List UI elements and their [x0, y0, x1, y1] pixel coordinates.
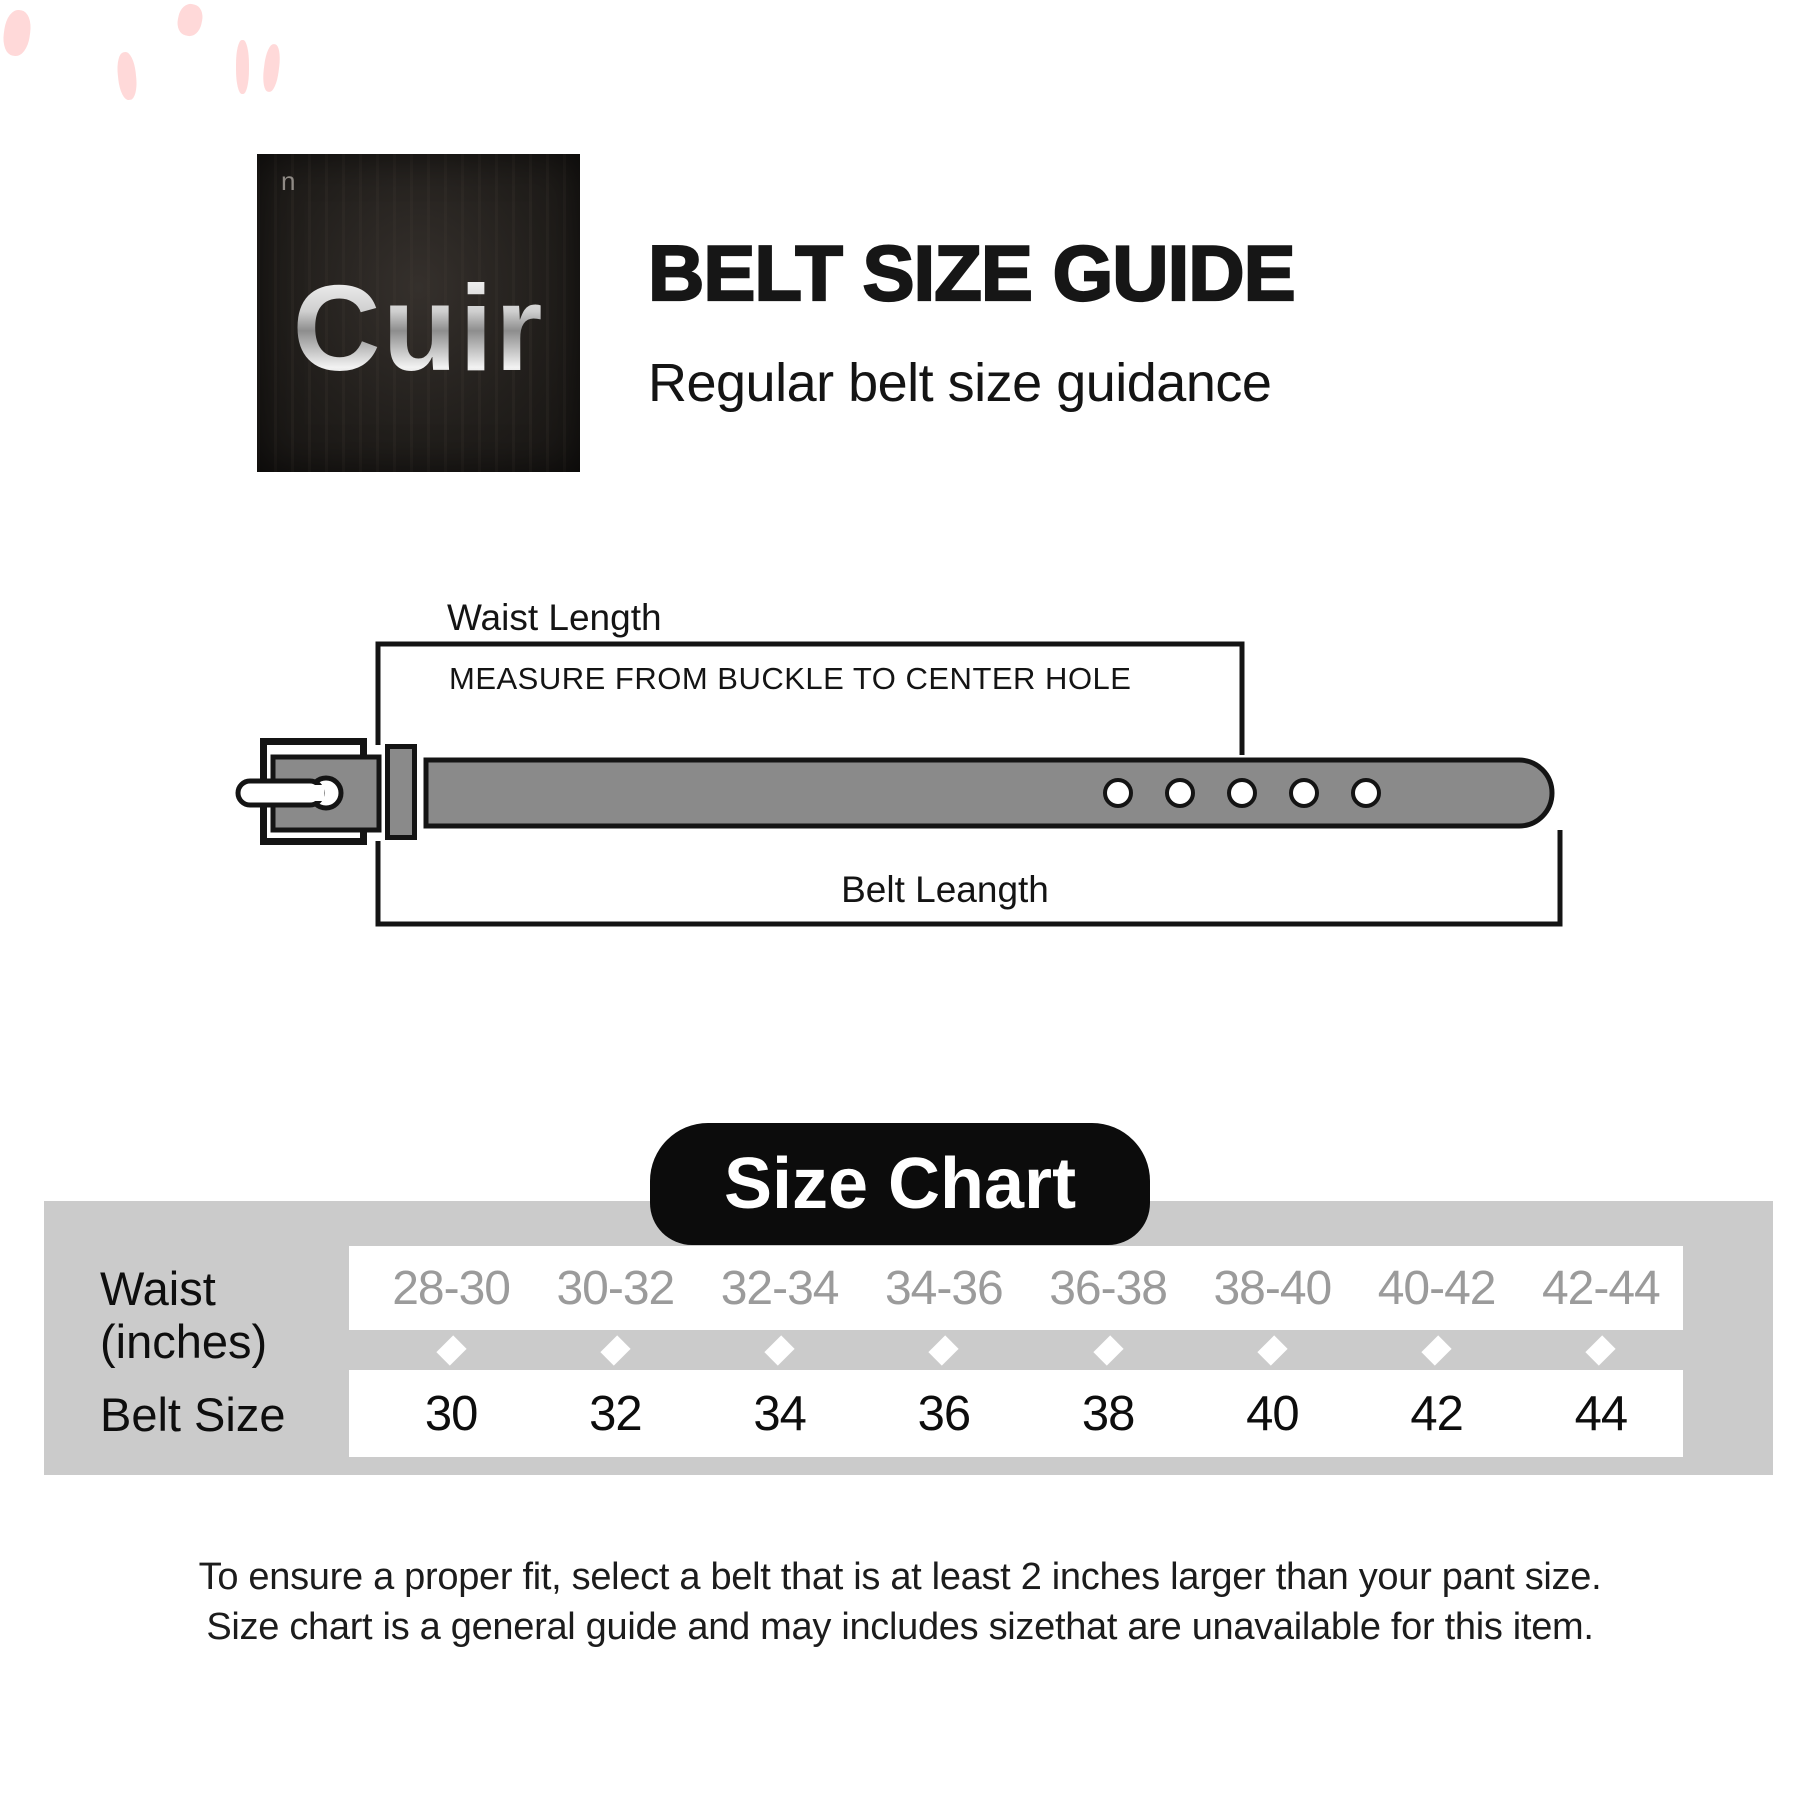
belt-hole — [1353, 780, 1379, 806]
belt-length-label: Belt Leangth — [841, 869, 1049, 910]
belt-hole-center — [1229, 780, 1255, 806]
ghost-mark — [116, 51, 139, 101]
waist-value: 30-32 — [556, 1261, 675, 1315]
diamond-icon — [436, 1335, 466, 1365]
ghost-mark — [236, 40, 249, 94]
belt-size-value: 40 — [1246, 1386, 1299, 1441]
belt-hole — [1167, 780, 1193, 806]
page-subtitle: Regular belt size guidance — [648, 353, 1272, 413]
ghost-mark — [175, 2, 205, 38]
waist-value: 42-44 — [1541, 1261, 1660, 1315]
brand-logo — [257, 154, 580, 472]
belt-row-label: Belt Size — [100, 1388, 286, 1441]
belt-measure-diagram — [0, 560, 1800, 980]
fit-note-line1: To ensure a proper fit, select a belt that is at least 2 inches larger than your pant size. — [198, 1556, 1602, 1598]
belt-size-value: 36 — [917, 1386, 971, 1441]
belt-hole — [1291, 780, 1317, 806]
diamond-icon — [929, 1335, 959, 1365]
diamond-icon — [1093, 1335, 1123, 1365]
belt-size-value: 34 — [753, 1386, 806, 1441]
waist-row-label-line1: Waist — [100, 1262, 216, 1315]
belt-strap — [426, 760, 1552, 826]
diamond-icon — [1257, 1335, 1287, 1365]
waist-value: 34-36 — [884, 1261, 1003, 1315]
belt-size-value: 44 — [1574, 1386, 1628, 1441]
waist-length-label: Waist Length — [447, 597, 662, 638]
diamond-separator-row — [349, 1330, 1683, 1370]
waist-value: 32-34 — [720, 1261, 839, 1315]
size-chart-header — [650, 1123, 1150, 1245]
belt-size-value: 42 — [1410, 1386, 1463, 1441]
diamond-icon — [600, 1335, 630, 1365]
waist-value: 38-40 — [1213, 1261, 1332, 1315]
measure-note: MEASURE FROM BUCKLE TO CENTER HOLE — [449, 661, 1132, 696]
waist-value: 40-42 — [1377, 1261, 1496, 1315]
diamond-icon — [1422, 1335, 1452, 1365]
ghost-mark — [261, 43, 282, 92]
logo-corner-mark: n — [281, 166, 296, 196]
brand-name: Cuir — [257, 258, 580, 398]
size-chart-title: Size Chart — [723, 1144, 1077, 1224]
waist-value: 36-38 — [1049, 1261, 1167, 1315]
waist-row-label-line2: (inches) — [100, 1315, 268, 1368]
belt-size-values-row — [349, 1370, 1683, 1457]
page-title: BELT SIZE GUIDE — [648, 229, 1295, 317]
ghost-mark — [1, 8, 33, 57]
belt-size-value: 32 — [589, 1386, 642, 1441]
diamond-icon — [765, 1335, 795, 1365]
belt-hole — [1105, 780, 1131, 806]
fit-notes — [0, 1552, 1800, 1652]
belt-size-value: 38 — [1081, 1386, 1135, 1441]
prong-seam-mask — [304, 785, 324, 801]
belt-keeper — [388, 747, 415, 838]
waist-value: 28-30 — [392, 1261, 510, 1315]
waist-values-row — [349, 1246, 1683, 1330]
waist-row-label — [100, 1262, 267, 1368]
belt-size-value: 30 — [424, 1386, 478, 1441]
fit-note-line2: Size chart is a general guide and may includes sizethat are unavailable for this item. — [206, 1606, 1594, 1648]
diamond-icon — [1586, 1335, 1616, 1365]
